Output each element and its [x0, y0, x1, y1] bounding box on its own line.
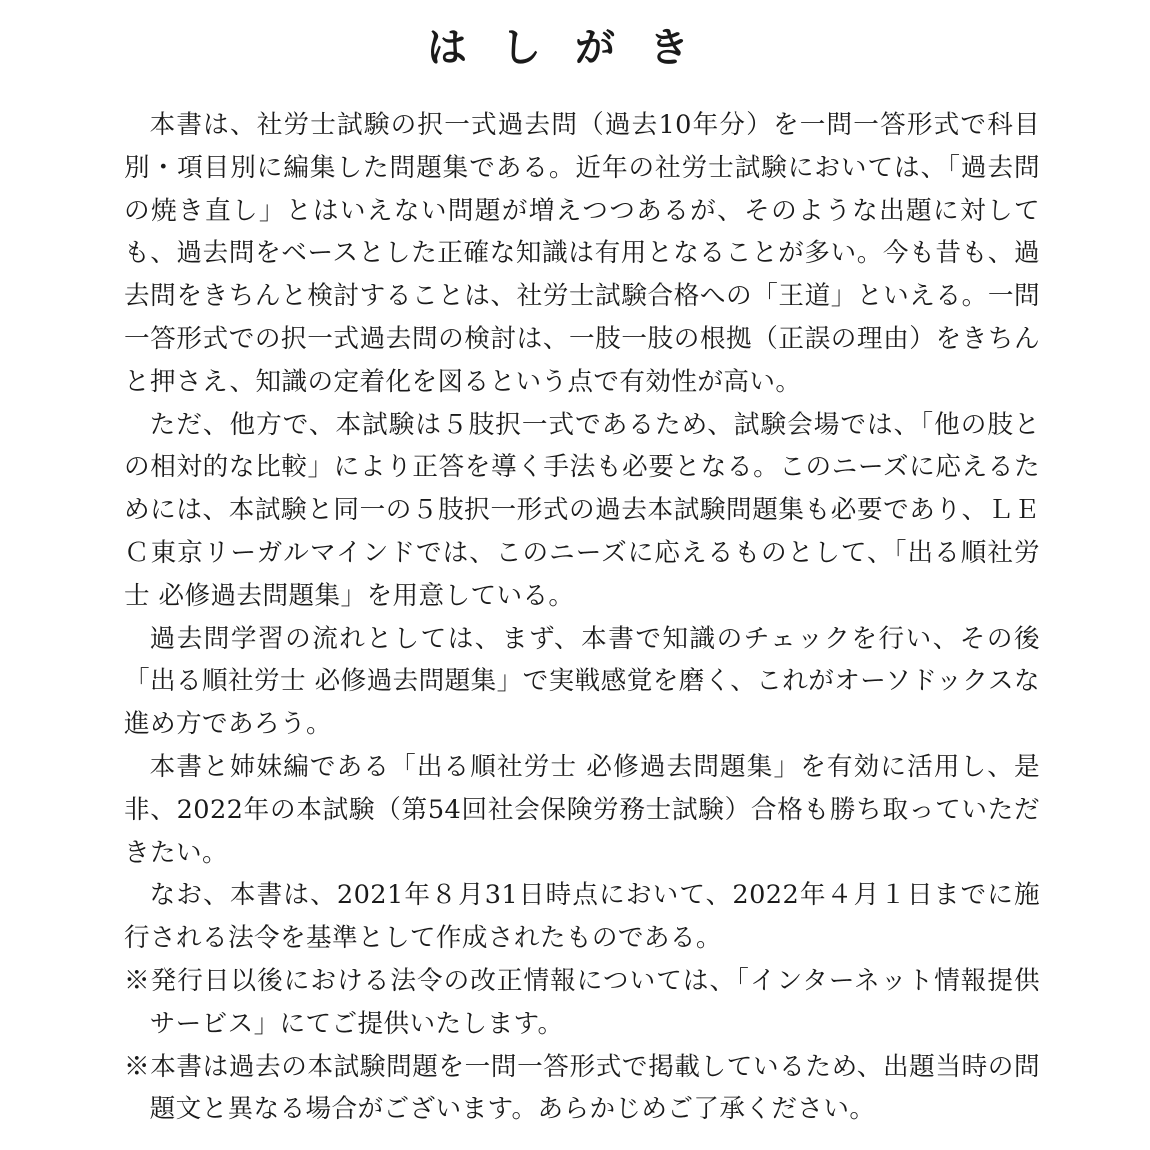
paragraph-5: なお、本書は、2021年８月31日時点において、2022年４月１日までに施行される法令を基準として作成されたものである。: [124, 880, 1040, 954]
paragraph-4: 本書と姉妹編である「出る順社労士 必修過去問題集」を有効に活用し、是非、2022年の本試験（第54回社会保険労務士試験）合格も勝ち取っていただきたい。: [124, 751, 1040, 868]
paragraph-3: 過去問学習の流れとしては、まず、本書で知識のチェックを行い、その後「出る順社労士 必修過去問題集」で実戦感覚を磨く、これがオーソドックスな進め方であろう。: [124, 623, 1040, 740]
note-1: ※発行日以後における法令の改正情報については、「インターネット情報提供サービス」にてご提供いたします。: [124, 965, 1040, 1039]
paragraph-1: 本書は、社労士試験の択一式過去問（過去10年分）を一問一答形式で科目別・項目別に編集した問題集である。近年の社労士試験においては、「過去問の焼き直し」とはいえない問題が増えつつあるが、そのような出題に対しても、過去問をベースとした正確な知識は有用となることが多い。今も昔も、過去問をきちんと検討することは、社労士試験合格への「王道」といえる。一問一答形式での択一式過去問の検討は、一肢一肢の根拠（正誤の理由）をきちんと押さえ、知識の定着化を図るという点で有効性が高い。: [124, 110, 1040, 397]
page-title: はしがき: [427, 24, 723, 71]
paragraph-2: ただ、他方で、本試験は５肢択一式であるため、試験会場では、「他の肢との相対的な比較」により正答を導く手法も必要となる。このニーズに応えるためには、本試験と同一の５肢択一形式の過去本試験問題集も必要であり、ＬＥＣ東京リーガルマインドでは、このニーズに応えるものとして、「出る順社労士 必修過去問題集」を用意している。: [124, 409, 1040, 611]
preface-body: [124, 104, 1040, 1131]
note-2: ※本書は過去の本試験問題を一問一答形式で掲載しているため、出題当時の問題文と異なる場合がございます。あらかじめご了承ください。: [124, 1051, 1040, 1125]
